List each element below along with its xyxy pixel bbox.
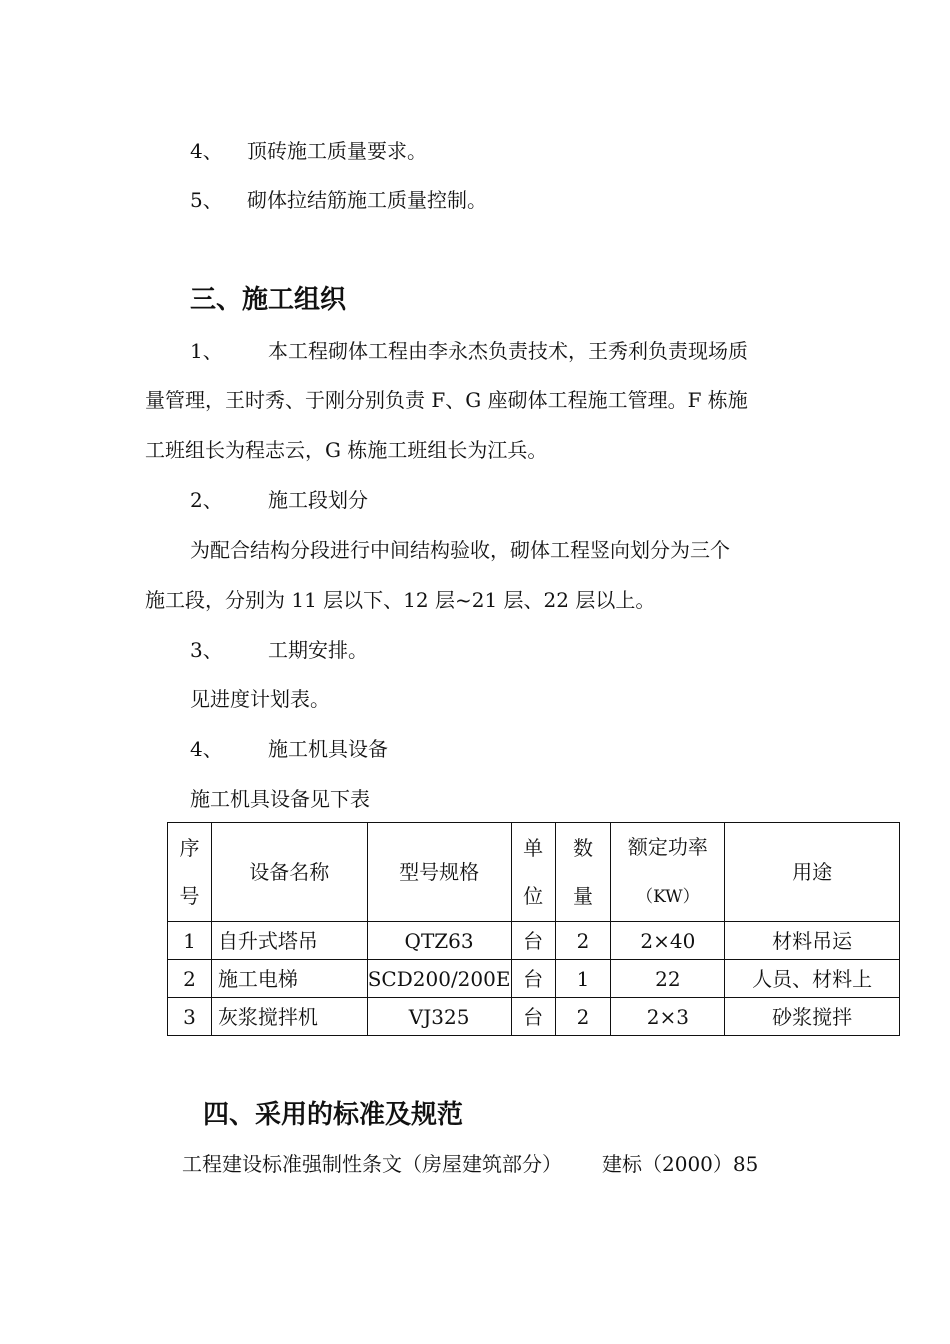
standard-reference: 建标（2000）85 [602, 1152, 759, 1176]
list-text: 施工段划分 [268, 488, 368, 512]
table-header-row [168, 823, 900, 922]
cell-model: VJ325 [367, 998, 511, 1036]
standard-name: 工程建设标准强制性条文（房屋建筑部分） [182, 1152, 562, 1176]
cell-name: 灰浆搅拌机 [211, 998, 367, 1036]
cell-qty: 2 [555, 998, 611, 1036]
cell-seq: 3 [168, 998, 212, 1036]
header-power [611, 823, 725, 922]
header-text: 序 [179, 836, 200, 860]
cell-unit: 台 [511, 922, 555, 960]
standard-line-1 [182, 1150, 758, 1178]
cell-power: 22 [611, 960, 725, 998]
cell-model: QTZ63 [367, 922, 511, 960]
cell-seq: 2 [168, 960, 212, 998]
header-text: 数 [572, 836, 593, 860]
list-number: 1、 [190, 339, 223, 363]
cell-use: 砂浆搅拌 [725, 998, 900, 1036]
header-seq [168, 823, 212, 922]
header-model: 型号规格 [367, 823, 511, 922]
cell-name: 施工电梯 [211, 960, 367, 998]
cell-qty: 2 [555, 922, 611, 960]
cell-unit: 台 [511, 998, 555, 1036]
list-number: 4、 [190, 139, 223, 163]
header-text: 量 [572, 884, 593, 908]
list-item-2 [190, 486, 368, 514]
list-number: 4、 [190, 737, 223, 761]
list-item-3 [190, 636, 368, 664]
list-number: 2、 [190, 488, 223, 512]
cell-power: 2×40 [611, 922, 725, 960]
header-name: 设备名称 [211, 823, 367, 922]
paragraph-4-line-1: 施工机具设备见下表 [190, 787, 370, 811]
paragraph-1-line-1 [190, 337, 748, 365]
list-item-5 [190, 186, 487, 214]
list-item-4b [190, 735, 388, 763]
section-heading-4: 四、采用的标准及规范 [203, 1100, 464, 1130]
paragraph-2-line-2: 施工段，分别为 11 层以下、12 层~21 层、22 层以上。 [145, 588, 656, 612]
header-text: 位 [523, 884, 544, 908]
list-item-4 [190, 137, 427, 165]
table-row [168, 922, 900, 960]
list-text: 顶砖施工质量要求。 [247, 139, 427, 163]
header-text: 号 [179, 884, 200, 908]
paragraph-2-line-1: 为配合结构分段进行中间结构验收，砌体工程竖向划分为三个 [190, 538, 730, 562]
cell-model: SCD200/200E [367, 960, 511, 998]
paragraph-1-line-3: 工班组长为程志云，G 栋施工班组长为江兵。 [145, 438, 548, 462]
list-text: 工期安排。 [268, 638, 368, 662]
table-row [168, 960, 900, 998]
section-heading-3: 三、施工组织 [190, 285, 347, 315]
cell-seq: 1 [168, 922, 212, 960]
header-text: 额定功率 [627, 835, 708, 859]
paragraph-text: 本工程砌体工程由李永杰负责技术，王秀利负责现场质 [268, 339, 748, 363]
cell-use: 人员、材料上 [725, 960, 900, 998]
cell-power: 2×3 [611, 998, 725, 1036]
paragraph-3-line-1: 见进度计划表。 [190, 687, 330, 711]
list-number: 5、 [190, 188, 223, 212]
paragraph-1-line-2: 量管理，王时秀、于刚分别负责 F、G 座砌体工程施工管理。F 栋施 [145, 388, 748, 412]
cell-unit: 台 [511, 960, 555, 998]
header-text: 单 [523, 836, 544, 860]
cell-qty: 1 [555, 960, 611, 998]
header-use: 用途 [725, 823, 900, 922]
header-qty [555, 823, 611, 922]
list-text: 砌体拉结筋施工质量控制。 [247, 188, 487, 212]
header-unit [511, 823, 555, 922]
list-text: 施工机具设备 [268, 737, 388, 761]
table-row [168, 998, 900, 1036]
equipment-table [167, 822, 900, 1036]
cell-use: 材料吊运 [725, 922, 900, 960]
header-text: （KW） [636, 887, 700, 907]
cell-name: 自升式塔吊 [211, 922, 367, 960]
list-number: 3、 [190, 638, 223, 662]
